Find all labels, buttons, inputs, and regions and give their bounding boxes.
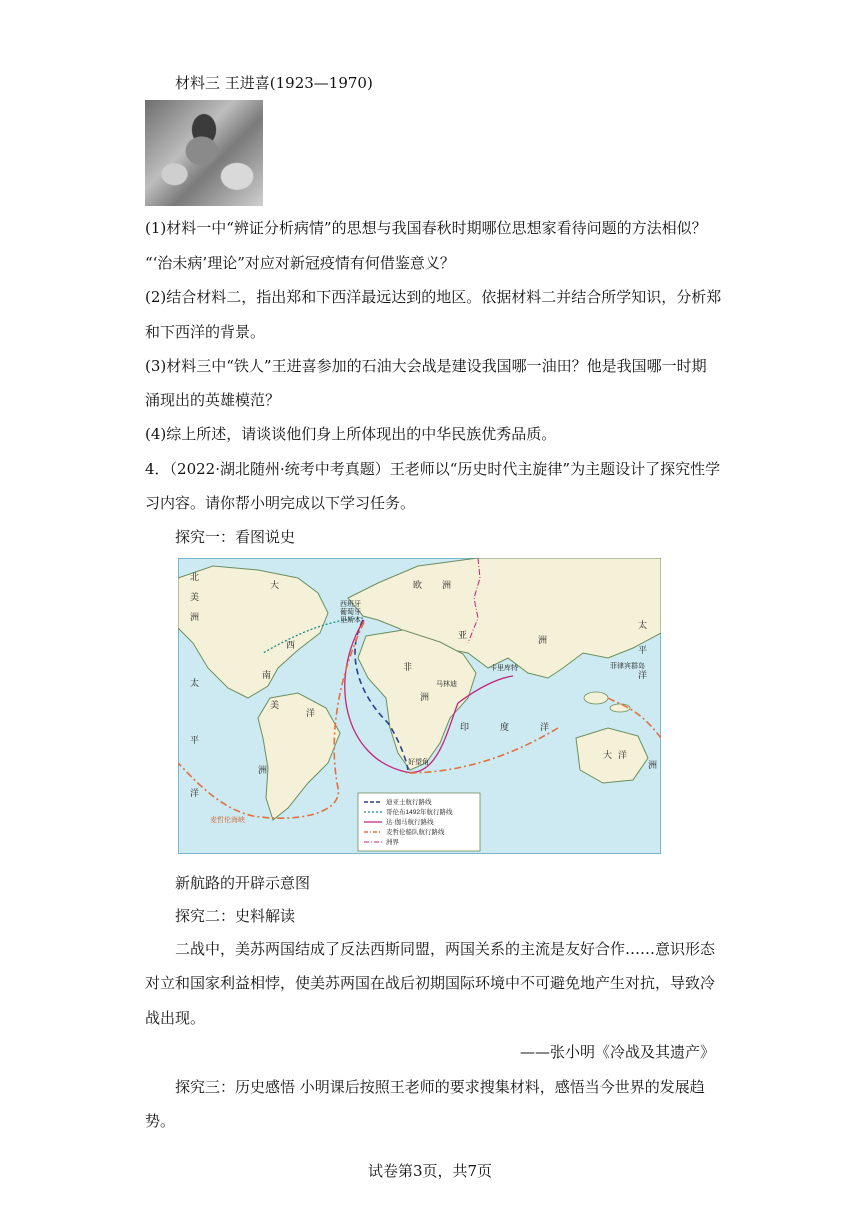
map-label-spain: 西班牙 xyxy=(340,601,361,608)
map-label-continent1: 洲 xyxy=(190,612,200,622)
map-label-oceania-yang: 洋 xyxy=(618,750,628,760)
map-label-europe: 欧 xyxy=(413,580,423,590)
material3-label: 材料三 王进喜(1923—1970) xyxy=(175,74,373,92)
map-label-portugal: 葡萄牙 xyxy=(340,609,361,616)
map-label-calicut: 卡里库特 xyxy=(490,665,518,672)
map-label-pacific-tai: 太 xyxy=(190,678,200,688)
map-label-continent2: 洲 xyxy=(258,765,268,775)
legend-text-da-gama: 达·伽马航行路线 xyxy=(386,819,434,826)
map-label-west: 西 xyxy=(286,640,296,650)
legend-text-columbus: 哥伦布1492年航行路线 xyxy=(386,809,453,816)
map-label-east-tai: 太 xyxy=(638,620,648,630)
explore3-line2: 势。 xyxy=(145,1112,176,1130)
wang-jinxi-photo xyxy=(145,100,263,206)
map-label-yang: 洋 xyxy=(190,788,200,798)
map-label-lisbon: 里斯本 xyxy=(340,617,361,624)
quote-line2: 对立和国家利益相悖，使美苏两国在战后初期国际环境中不可避免地产生对抗，导致冷 xyxy=(145,974,716,992)
map-label-north: 北 xyxy=(190,572,200,582)
map-label-magellan-strait: 麦哲伦海峡 xyxy=(210,817,245,824)
quote-line1: 二战中，美苏两国结成了反法西斯同盟，两国关系的主流是友好合作……意识形态 xyxy=(175,940,716,958)
map-label-oceania: 大 xyxy=(603,750,613,760)
question-2a: (2)结合材料二，指出郑和下西洋最远达到的地区。依据材料二并结合所学知识，分析郑 xyxy=(145,288,722,306)
explore1-heading: 探究一：看图说史 xyxy=(175,528,296,546)
legend-text-dias: 迪亚士航行路线 xyxy=(386,799,432,806)
question-1a: (1)材料一中“辨证分析病情”的思想与我国春秋时期哪位思想家看待问题的方法相似？ xyxy=(145,219,707,237)
question-1b: “‘治未病’理论”对应对新冠疫情有何借鉴意义？ xyxy=(145,254,455,272)
question-3a: (3)材料三中“铁人”王进喜参加的石油大会战是建设我国哪一油田？他是我国哪一时期 xyxy=(145,357,707,375)
map-label-malindi: 马林迪 xyxy=(436,681,457,688)
legend-text-magellan: 麦哲伦船队航行路线 xyxy=(386,829,445,836)
question-3b: 涌现出的英雄模范？ xyxy=(145,391,281,409)
map-label-ping: 平 xyxy=(190,735,200,745)
map-label-america1: 美 xyxy=(190,592,200,602)
map-label-africa-zhou: 洲 xyxy=(420,692,430,702)
map-label-asia: 亚 xyxy=(458,630,468,640)
legend-text-border: 洲界 xyxy=(386,839,399,846)
map-label-good-hope: 好望角 xyxy=(408,759,429,766)
map-label-europe-zhou: 洲 xyxy=(442,580,452,590)
map-caption: 新航路的开辟示意图 xyxy=(175,874,311,892)
map-label-india: 印 xyxy=(460,722,470,732)
map-label-south: 南 xyxy=(262,670,272,680)
question-2b: 和下西洋的背景。 xyxy=(145,323,266,341)
map-label-du: 度 xyxy=(500,722,510,732)
quote-source: ——张小明《冷战及其遗产》 xyxy=(519,1043,715,1061)
map-label-ocean-yang: 洋 xyxy=(306,708,316,718)
quote-line3: 战出现。 xyxy=(145,1009,206,1027)
map-label-africa: 非 xyxy=(403,662,413,672)
new-sea-routes-map xyxy=(178,558,661,854)
explore3-line1: 探究三：历史感悟 小明课后按照王老师的要求搜集材料，感悟当今世界的发展趋 xyxy=(175,1078,705,1096)
explore2-heading: 探究二：史料解读 xyxy=(175,907,296,925)
map-label-asia-zhou: 洲 xyxy=(538,635,548,645)
map-label-east-ping: 平 xyxy=(638,645,648,655)
map-label-america2: 美 xyxy=(270,700,280,710)
question-4: (4)综上所述，请谈谈他们身上所体现出的中华民族优秀品质。 xyxy=(145,425,557,443)
problem4-line2: 习内容。请你帮小明完成以下学习任务。 xyxy=(145,494,416,512)
map-label-indian-yang: 洋 xyxy=(540,722,550,732)
page-footer: 试卷第3页，共7页 xyxy=(367,1162,493,1180)
problem4-line1: 4．（2022·湖北随州·统考中考真题）王老师以“历史时代主旋律”为主题设计了探究性学 xyxy=(145,460,721,478)
map-label-big: 大 xyxy=(270,580,280,590)
map-label-east-yang: 洋 xyxy=(638,670,648,680)
southeast-asia-islands xyxy=(584,692,608,704)
map-label-philippines: 菲律宾群岛 xyxy=(610,663,645,670)
map-legend xyxy=(358,793,480,851)
map-label-oceania-zhou: 洲 xyxy=(648,760,658,770)
